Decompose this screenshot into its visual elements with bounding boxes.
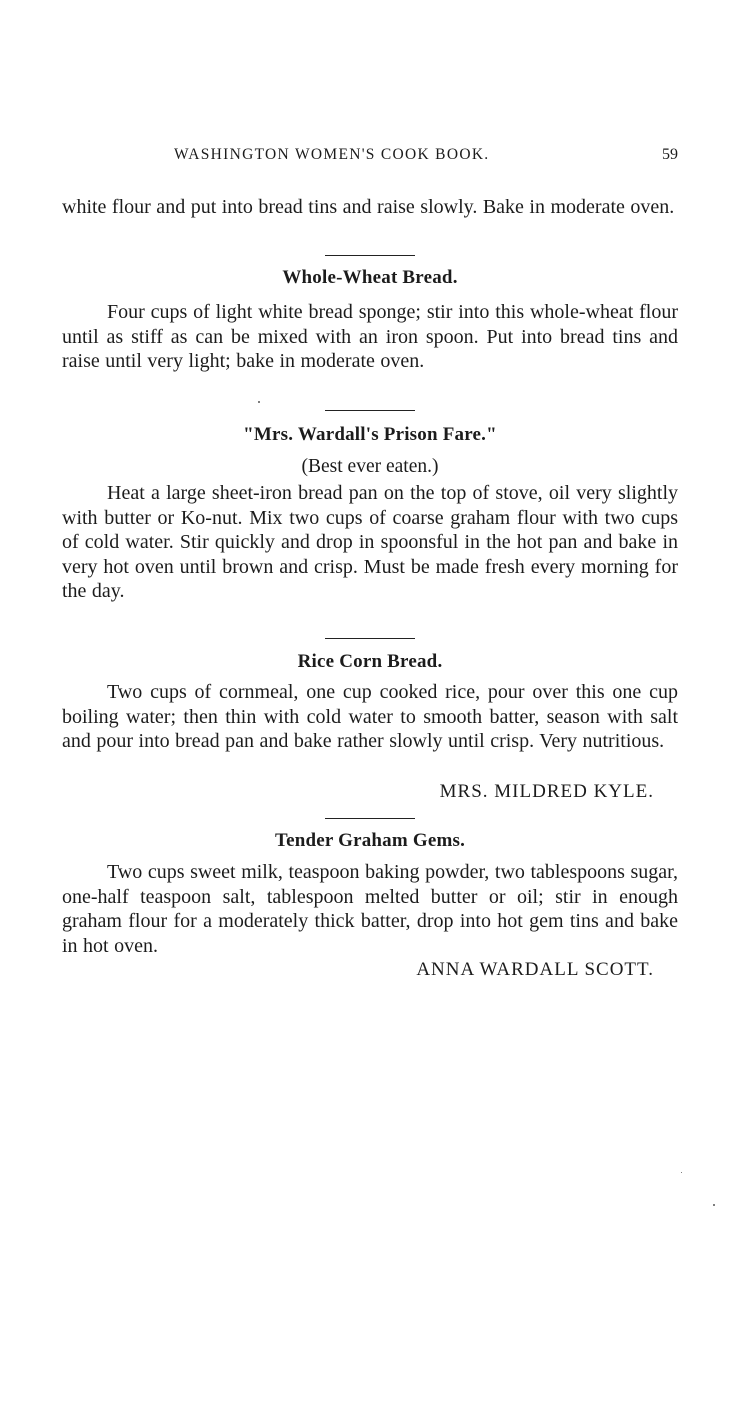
print-speck xyxy=(681,1172,682,1173)
section-rule xyxy=(325,638,415,639)
page-number: 59 xyxy=(662,146,678,163)
recipe-body-graham-gems: Two cups sweet milk, teaspoon baking powder, two tablespoons sugar, one-half teaspoon salt, tablespoon melted butter or oil; stir in enough graham flour for a moderately thick batter, drop into hot gem tins and bake in hot oven. xyxy=(62,861,678,957)
recipe-body-rice-corn-bread: Two cups of cornmeal, one cup cooked rice, pour over this one cup boiling water; then thin with cold water to smooth batter, season with salt and pour into bread pan and bake rather slowly until crisp. Very nutritious. xyxy=(62,681,678,752)
continuation-paragraph: white flour and put into bread tins and raise slowly. Bake in moderate oven. xyxy=(62,196,675,218)
recipe-title-rice-corn-bread: Rice Corn Bread. xyxy=(297,651,443,672)
print-speck xyxy=(713,1204,715,1206)
recipe-signature-graham-gems: ANNA WARDALL SCOTT. xyxy=(416,959,654,980)
recipe-signature-rice-corn-bread: MRS. MILDRED KYLE. xyxy=(439,781,654,802)
section-rule xyxy=(325,818,415,819)
print-speck xyxy=(258,401,260,403)
recipe-body-prison-fare: Heat a large sheet-iron bread pan on the top of stove, oil very slightly with butter or Ko-nut. Mix two cups of coarse graham flour with two cups of cold water. Stir quickly and drop in spoonsful in the hot pan and bake in very hot oven until brown and crisp. Must be made fresh every morning for the day. xyxy=(62,482,678,602)
recipe-title-graham-gems: Tender Graham Gems. xyxy=(274,830,466,851)
section-rule xyxy=(325,410,415,411)
recipe-body-whole-wheat-bread: Four cups of light white bread sponge; stir into this whole-wheat flour until as stiff as can be mixed with an iron spoon. Put into bread tins and raise until very light; bake in moderate oven. xyxy=(62,301,678,372)
recipe-title-prison-fare: "Mrs. Wardall's Prison Fare." xyxy=(243,424,497,445)
section-rule xyxy=(325,255,415,256)
recipe-title-whole-wheat-bread: Whole-Wheat Bread. xyxy=(282,267,458,288)
recipe-subtitle-prison-fare: (Best ever eaten.) xyxy=(301,456,439,477)
running-title: WASHINGTON WOMEN'S COOK BOOK. xyxy=(174,146,490,163)
running-head xyxy=(62,146,678,170)
